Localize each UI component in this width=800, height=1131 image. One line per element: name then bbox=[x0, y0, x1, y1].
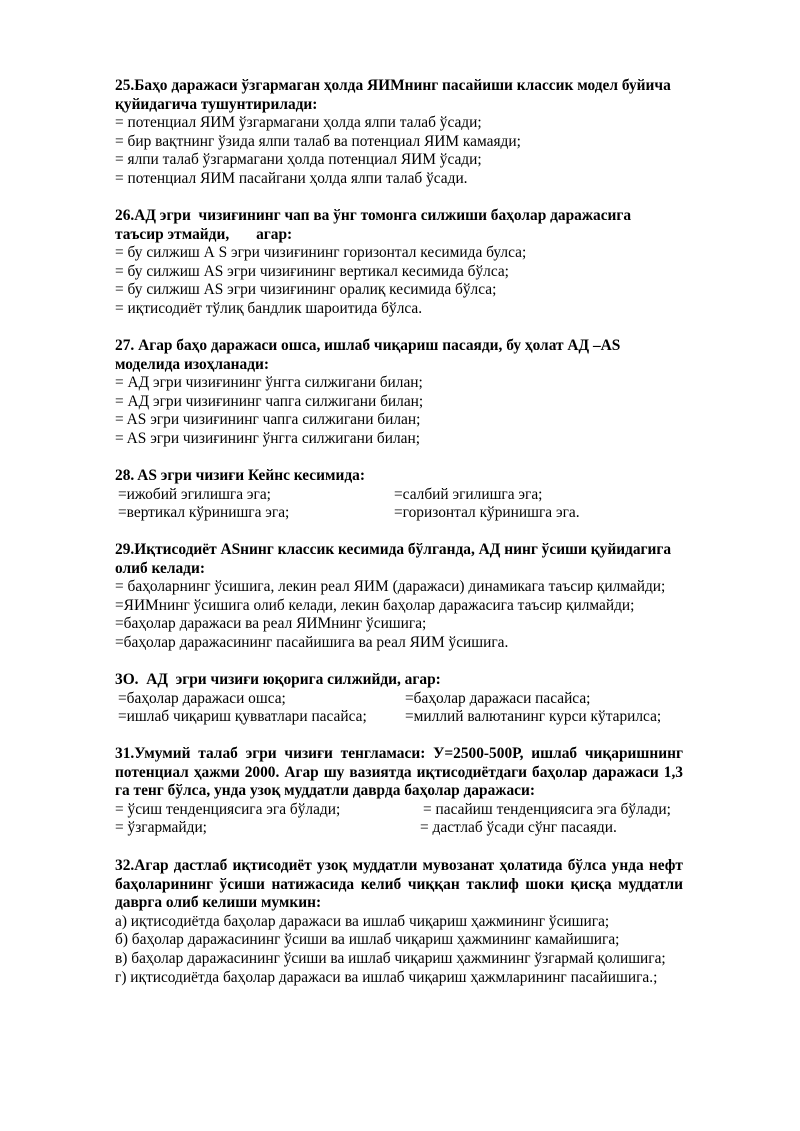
answer-option: в) баҳолар даражасининг ўсиши ва ишлаб чиқариш ҳажмининг ўзгармай қолишига; bbox=[115, 949, 666, 967]
answer-row bbox=[115, 504, 683, 523]
question-title: 25.Баҳо даражаси ўзгармаган ҳолда ЯИМнинг пасайиши классик модел буйича қуйидагича тушунтирилади: bbox=[115, 77, 671, 113]
answer-option: = ўсиш тенденциясига эга бўлади; bbox=[115, 800, 341, 818]
answer-option: = потенциал ЯИМ ўзгармагани ҳолда ялпи талаб ўсади; bbox=[115, 114, 482, 132]
question-title: 28. AS эгри чизиғи Кейнс кесимида: bbox=[115, 467, 365, 484]
answer-option: = баҳоларнинг ўсишига, лекин реал ЯИМ (даражаси) динамикага таъсир қилмайди; bbox=[115, 578, 666, 596]
answer-row bbox=[115, 690, 683, 709]
answer-option: г) иқтисодиётда баҳолар даражаси ва ишлаб чиқариш ҳажмларининг пасайишига.; bbox=[115, 968, 658, 986]
question-title: 31.Умумий талаб эгри чизиғи тенгламаси: У=2500-500Р, ишлаб чиқаришнинг потенциал ҳажми 2000. Агар шу вазиятда иқтисодиётдаги баҳолар даражаси 1,3 га тенг бўлса, унда узоқ муддатли даврда баҳолар даражаси: bbox=[115, 745, 683, 800]
answer-row bbox=[115, 801, 683, 820]
question-30 bbox=[115, 671, 683, 727]
question-title: 32.Агар дастлаб иқтисодиёт узоқ муддатли мувозанат ҳолатида бўлса унда нефт баҳоларининг ўсиши натижасида келиб чиққан таклиф шоки қисқа муддатли даврга олиб келиши мумкин: bbox=[115, 857, 683, 912]
answer-option: =баҳолар даражаси пасайса; bbox=[405, 689, 591, 707]
question-25 bbox=[115, 77, 683, 189]
answer-option: =баҳолар даражасининг пасайишига ва реал ЯИМ ўсишига. bbox=[115, 633, 509, 651]
answer-option: = бу силжиш AS эгри чизиғининг вертикал кесимида бўлса; bbox=[115, 262, 509, 280]
question-title: 3О. АД эгри чизиғи юқорига силжийди, агар: bbox=[115, 671, 441, 688]
answer-row bbox=[115, 708, 683, 727]
question-32 bbox=[115, 857, 683, 987]
answer-row bbox=[115, 486, 683, 505]
answer-option: = AS эгри чизиғининг чапга силжигани билан; bbox=[115, 411, 421, 429]
question-title: 26.АД эгри чизиғининг чап ва ўнг томонга силжиши баҳолар даражасига таъсир этмайди, агар: bbox=[115, 207, 635, 243]
answer-option: б) баҳолар даражасининг ўсиши ва ишлаб чиқариш ҳажмининг камайишига; bbox=[115, 931, 620, 949]
answer-option: =миллий валютанинг курси кўтарилса; bbox=[405, 708, 662, 726]
question-31 bbox=[115, 745, 683, 838]
answer-option: = бир вақтнинг ўзида ялпи талаб ва потенциал ЯИМ камаяди; bbox=[115, 132, 521, 150]
answer-option: =ЯИМнинг ўсишига олиб келади, лекин баҳолар даражасига таъсир қилмайди; bbox=[115, 596, 635, 614]
answer-option: = ўзгармайди; bbox=[115, 819, 207, 837]
answer-option: =баҳолар даражаси ва реал ЯИМнинг ўсишига; bbox=[115, 615, 427, 633]
question-28 bbox=[115, 467, 683, 523]
answer-option: = АД эгри чизиғининг ўнгга силжигани билан; bbox=[115, 374, 423, 392]
answer-option: = иқтисодиёт тўлиқ бандлик шароитида бўлса. bbox=[115, 299, 423, 317]
question-title: 27. Агар баҳо даражаси ошса, ишлаб чиқариш пасаяди, бу ҳолат АД –АS моделида изоҳланади: bbox=[115, 337, 621, 373]
answer-option: =вертикал кўринишга эга; bbox=[118, 504, 290, 522]
answer-option: =баҳолар даражаси ошса; bbox=[118, 689, 286, 707]
question-27 bbox=[115, 337, 683, 449]
answer-option: =горизонтал кўринишга эга. bbox=[394, 504, 580, 522]
answer-option: = AS эгри чизиғининг ўнгга силжигани билан; bbox=[115, 429, 421, 447]
answer-option: = бу силжиш AS эгри чизиғининг оралиқ кесимида бўлса; bbox=[115, 281, 497, 299]
answer-option: =салбий эгилишга эга; bbox=[394, 485, 543, 503]
answer-option: = АД эгри чизиғининг чапга силжигани билан; bbox=[115, 392, 424, 410]
answer-option: = пасайиш тенденциясига эга бўлади; bbox=[423, 800, 671, 818]
answer-option: а) иқтисодиётда баҳолар даражаси ва ишлаб чиқариш ҳажмининг ўсишига; bbox=[115, 912, 610, 930]
answer-row bbox=[115, 819, 683, 838]
answer-option: = дастлаб ўсади сўнг пасаяди. bbox=[420, 819, 617, 837]
answer-option: = потенциал ЯИМ пасайгани ҳолда ялпи талаб ўсади. bbox=[115, 169, 468, 187]
question-title: 29.Иқтисодиёт АSнинг классик кесимида бўлганда, АД нинг ўсиши қуйидагига олиб келади: bbox=[115, 541, 672, 577]
answer-option: =ижобий эгилишга эга; bbox=[118, 485, 271, 503]
question-26 bbox=[115, 207, 683, 319]
question-29 bbox=[115, 541, 683, 653]
answer-option: =ишлаб чиқариш қувватлари пасайса; bbox=[118, 708, 367, 726]
answer-option: = бу силжиш А S эгри чизиғининг горизонтал кесимида булса; bbox=[115, 244, 527, 262]
answer-option: = ялпи талаб ўзгармагани ҳолда потенциал ЯИМ ўсади; bbox=[115, 151, 482, 169]
